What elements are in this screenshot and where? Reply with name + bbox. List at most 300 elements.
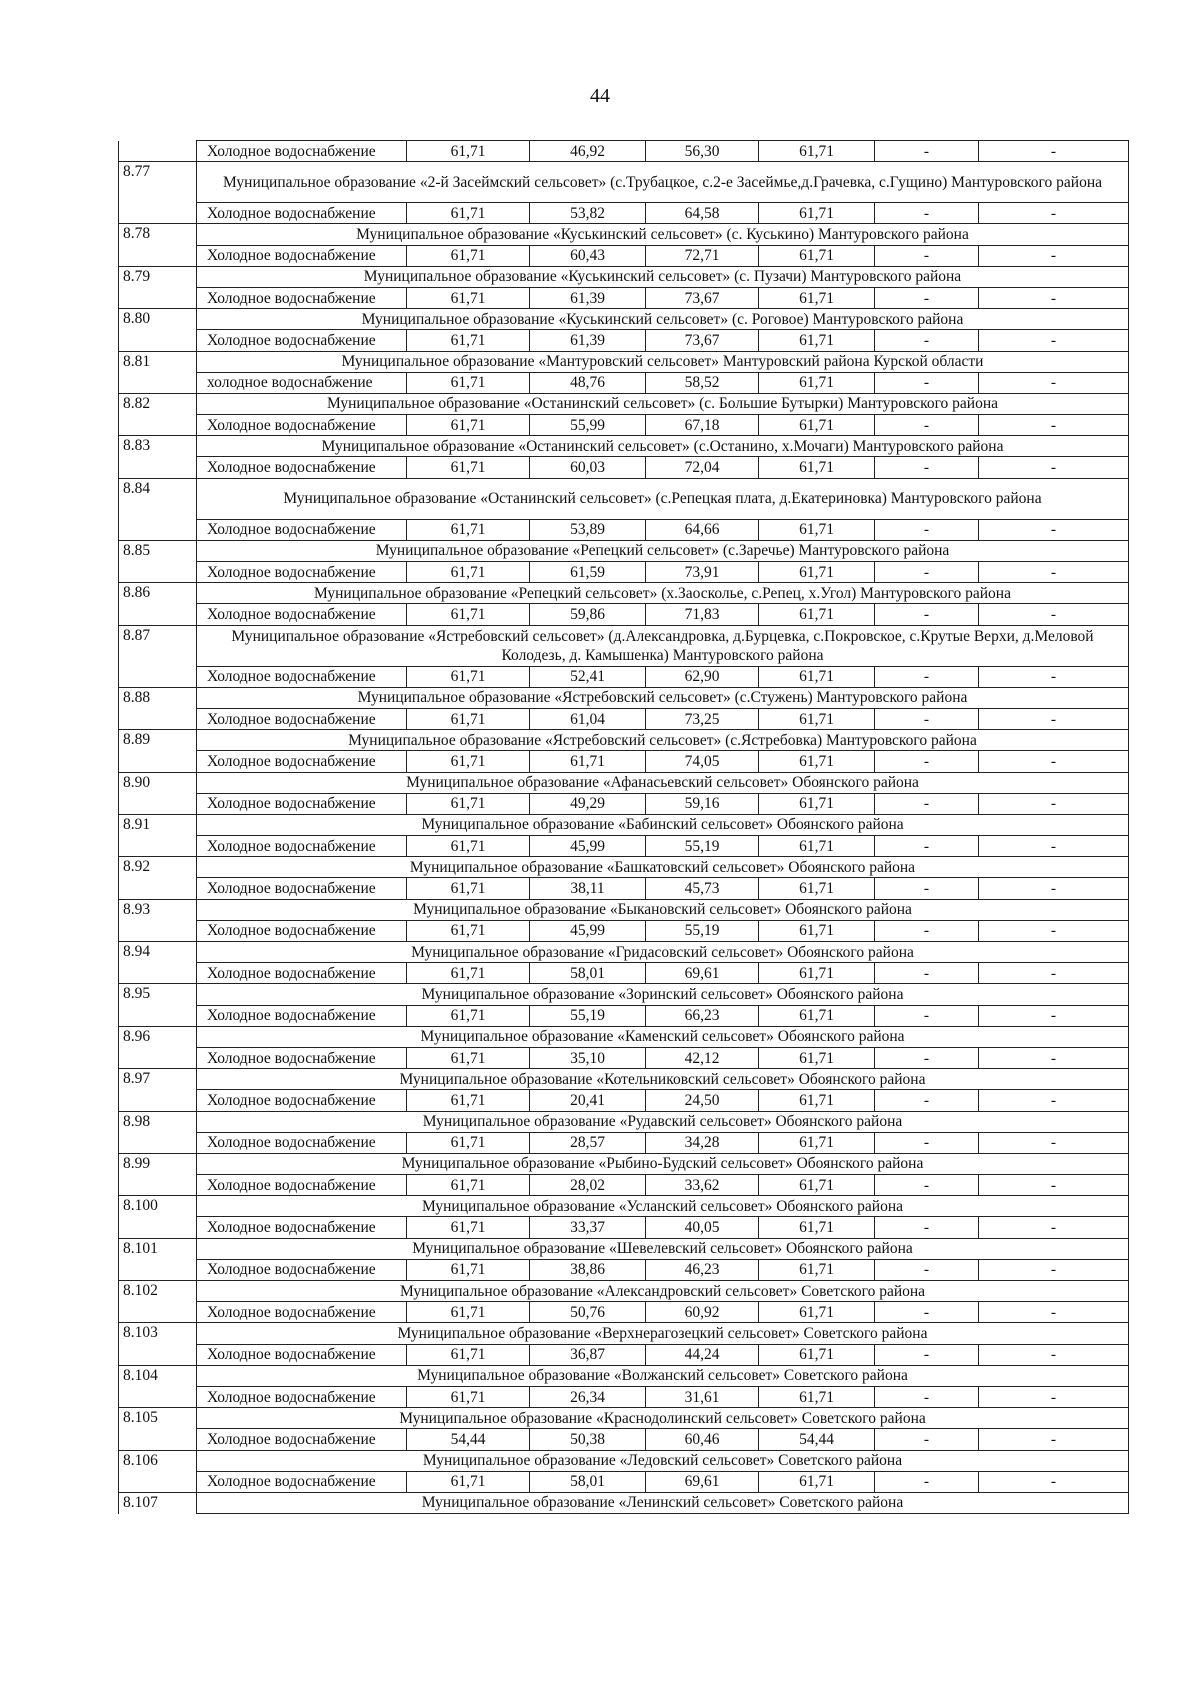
tariff-value: 69,61 — [646, 1471, 759, 1492]
code-cell-empty — [119, 287, 197, 308]
tariff-value: 40,05 — [646, 1217, 759, 1238]
code-cell-empty — [119, 1302, 197, 1323]
dash-cell: - — [875, 330, 979, 351]
value-row — [119, 519, 1129, 540]
dash-cell: - — [979, 1344, 1129, 1365]
tariff-value: 61,71 — [759, 287, 875, 308]
section-header-row — [119, 1492, 1129, 1513]
service-label: Холодное водоснабжение — [197, 245, 407, 266]
section-title: Муниципальное образование «Ленинский сельсовет» Советского района — [197, 1492, 1129, 1513]
section-code: 8.90 — [119, 772, 197, 793]
tariff-value: 62,90 — [646, 666, 759, 687]
tariff-value: 71,83 — [646, 604, 759, 625]
section-code: 8.97 — [119, 1069, 197, 1090]
section-code: 8.95 — [119, 984, 197, 1005]
code-cell-empty — [119, 141, 197, 162]
section-code: 8.105 — [119, 1408, 197, 1429]
tariff-value: 35,10 — [530, 1047, 646, 1068]
code-cell-empty — [119, 1132, 197, 1153]
tariff-value: 60,46 — [646, 1429, 759, 1450]
tariff-value: 61,71 — [407, 604, 530, 625]
dash-cell: - — [875, 1090, 979, 1111]
section-header-row — [119, 1365, 1129, 1386]
section-title: Муниципальное образование «Репецкий сельсовет» (х.Заосколье, с.Репец, х.Угол) Мантуровского района — [197, 583, 1129, 604]
dash-cell: - — [979, 1429, 1129, 1450]
value-row — [119, 1302, 1129, 1323]
dash-cell: - — [875, 1344, 979, 1365]
value-row — [119, 1344, 1129, 1365]
dash-cell: - — [979, 1386, 1129, 1407]
tariff-value: 61,71 — [759, 878, 875, 899]
dash-cell: - — [979, 519, 1129, 540]
tariff-value: 61,71 — [407, 666, 530, 687]
service-label: Холодное водоснабжение — [197, 836, 407, 857]
value-row — [119, 751, 1129, 772]
section-code: 8.100 — [119, 1196, 197, 1217]
service-label: Холодное водоснабжение — [197, 519, 407, 540]
tariff-value: 50,76 — [530, 1302, 646, 1323]
dash-cell: - — [875, 519, 979, 540]
section-header-row — [119, 309, 1129, 330]
value-row — [119, 666, 1129, 687]
section-title: Муниципальное образование «Каменский сельсовет» Обоянского района — [197, 1026, 1129, 1047]
section-code: 8.106 — [119, 1450, 197, 1471]
dash-cell: - — [979, 1047, 1129, 1068]
tariff-value: 73,91 — [646, 562, 759, 583]
service-label: Холодное водоснабжение — [197, 1259, 407, 1280]
dash-cell: - — [875, 793, 979, 814]
section-code: 8.81 — [119, 351, 197, 372]
service-label: холодное водоснабжение — [197, 372, 407, 393]
section-header-row — [119, 393, 1129, 414]
tariff-value: 66,23 — [646, 1005, 759, 1026]
section-header-row — [119, 1238, 1129, 1259]
section-code: 8.85 — [119, 540, 197, 561]
section-title: Муниципальное образование «Останинский сельсовет» (с.Останино, х.Мочаги) Мантуровского района — [197, 436, 1129, 457]
tariff-value: 55,19 — [646, 920, 759, 941]
dash-cell: - — [875, 878, 979, 899]
dash-cell: - — [875, 141, 979, 162]
dash-cell: - — [979, 372, 1129, 393]
service-label: Холодное водоснабжение — [197, 708, 407, 729]
tariff-value: 61,71 — [759, 141, 875, 162]
service-label: Холодное водоснабжение — [197, 751, 407, 772]
tariff-value: 61,71 — [407, 457, 530, 478]
dash-cell: - — [979, 287, 1129, 308]
tariff-value: 46,23 — [646, 1259, 759, 1280]
section-title: Муниципальное образование «Останинский сельсовет» (с. Большие Бутырки) Мантуровского района — [197, 393, 1129, 414]
dash-cell: - — [875, 1471, 979, 1492]
tariff-value: 73,67 — [646, 330, 759, 351]
section-header-row — [119, 1196, 1129, 1217]
dash-cell: - — [979, 245, 1129, 266]
dash-cell: - — [979, 1471, 1129, 1492]
section-title: Муниципальное образование «Ястребовский сельсовет» (с.Стужень) Мантуровского района — [197, 687, 1129, 708]
section-code: 8.103 — [119, 1323, 197, 1344]
section-title: Муниципальное образование «Рудавский сельсовет» Обоянского района — [197, 1111, 1129, 1132]
tariff-value: 31,61 — [646, 1386, 759, 1407]
section-code: 8.77 — [119, 162, 197, 203]
code-cell-empty — [119, 1259, 197, 1280]
tariff-value: 59,86 — [530, 604, 646, 625]
service-label: Холодное водоснабжение — [197, 1471, 407, 1492]
tariff-value: 61,71 — [759, 372, 875, 393]
tariff-value: 59,16 — [646, 793, 759, 814]
tariff-value: 61,04 — [530, 708, 646, 729]
dash-cell: - — [875, 245, 979, 266]
tariff-value: 73,67 — [646, 287, 759, 308]
dash-cell: - — [875, 1175, 979, 1196]
tariff-value: 36,87 — [530, 1344, 646, 1365]
section-header-row — [119, 984, 1129, 1005]
service-label: Холодное водоснабжение — [197, 1217, 407, 1238]
dash-cell: - — [979, 330, 1129, 351]
tariff-value: 72,04 — [646, 457, 759, 478]
value-row — [119, 793, 1129, 814]
tariff-value: 61,71 — [407, 793, 530, 814]
dash-cell: - — [979, 708, 1129, 729]
section-header-row — [119, 266, 1129, 287]
dash-cell: - — [875, 287, 979, 308]
tariff-value: 45,73 — [646, 878, 759, 899]
section-code: 8.99 — [119, 1153, 197, 1174]
value-row — [119, 457, 1129, 478]
tariff-value: 52,41 — [530, 666, 646, 687]
service-label: Холодное водоснабжение — [197, 562, 407, 583]
value-row — [119, 203, 1129, 224]
tariff-value: 61,71 — [407, 330, 530, 351]
code-cell-empty — [119, 1344, 197, 1365]
section-header-row — [119, 625, 1129, 666]
tariff-value: 61,71 — [759, 330, 875, 351]
value-row — [119, 372, 1129, 393]
section-title: Муниципальное образование «Александровский сельсовет» Советского района — [197, 1281, 1129, 1302]
value-row — [119, 604, 1129, 625]
section-code: 8.96 — [119, 1026, 197, 1047]
tariff-value: 61,71 — [759, 245, 875, 266]
tariff-value: 61,71 — [759, 1217, 875, 1238]
tariff-value: 61,71 — [407, 1047, 530, 1068]
code-cell-empty — [119, 1175, 197, 1196]
tariff-value: 61,71 — [407, 203, 530, 224]
section-title: Муниципальное образование «Репецкий сельсовет» (с.Заречье) Мантуровского района — [197, 540, 1129, 561]
page-number: 44 — [590, 85, 610, 107]
service-label: Холодное водоснабжение — [197, 604, 407, 625]
tariff-value: 50,38 — [530, 1429, 646, 1450]
dash-cell: - — [875, 1386, 979, 1407]
tariff-value: 26,34 — [530, 1386, 646, 1407]
section-title: Муниципальное образование «Ястребовский сельсовет» (д.Александровка, д.Бурцевка, с.Покровское, с.Крутые Верхи, д.Меловой Колодезь, д. Камышенка) Мантуровского района — [197, 625, 1129, 666]
value-row — [119, 920, 1129, 941]
section-title: Муниципальное образование «Башкатовский сельсовет» Обоянского района — [197, 857, 1129, 878]
value-row — [119, 1175, 1129, 1196]
section-code: 8.82 — [119, 393, 197, 414]
code-cell-empty — [119, 920, 197, 941]
tariff-value: 33,62 — [646, 1175, 759, 1196]
section-title: Муниципальное образование «Куськинский сельсовет» (с. Пузачи) Мантуровского района — [197, 266, 1129, 287]
section-code: 8.88 — [119, 687, 197, 708]
tariff-value: 64,66 — [646, 519, 759, 540]
tariff-value: 61,71 — [759, 203, 875, 224]
section-header-row — [119, 540, 1129, 561]
tariff-value: 61,71 — [407, 1132, 530, 1153]
value-row — [119, 1005, 1129, 1026]
code-cell-empty — [119, 457, 197, 478]
tariff-value: 49,29 — [530, 793, 646, 814]
tariff-value: 61,71 — [407, 1344, 530, 1365]
tariff-value: 53,82 — [530, 203, 646, 224]
dash-cell: - — [875, 203, 979, 224]
tariff-value: 61,71 — [407, 1217, 530, 1238]
section-title: Муниципальное образование «Усланский сельсовет» Обоянского района — [197, 1196, 1129, 1217]
dash-cell: - — [979, 666, 1129, 687]
dash-cell: - — [875, 920, 979, 941]
tariff-value: 61,71 — [407, 287, 530, 308]
tariff-value: 61,71 — [759, 1005, 875, 1026]
dash-cell: - — [875, 751, 979, 772]
dash-cell: - — [875, 1132, 979, 1153]
service-label: Холодное водоснабжение — [197, 1302, 407, 1323]
tariff-value: 58,01 — [530, 963, 646, 984]
tariff-table — [118, 140, 1129, 1514]
dash-cell: - — [979, 878, 1129, 899]
section-title: Муниципальное образование «Ястребовский сельсовет» (с.Ястребовка) Мантуровского района — [197, 730, 1129, 751]
tariff-value: 58,52 — [646, 372, 759, 393]
value-row — [119, 708, 1129, 729]
tariff-value: 61,71 — [759, 1047, 875, 1068]
tariff-value: 61,71 — [759, 457, 875, 478]
value-row — [119, 245, 1129, 266]
section-header-row — [119, 942, 1129, 963]
section-title: Муниципальное образование «Быкановский сельсовет» Обоянского района — [197, 899, 1129, 920]
tariff-value: 61,71 — [759, 1302, 875, 1323]
dash-cell: - — [875, 604, 979, 625]
dash-cell: - — [979, 415, 1129, 436]
dash-cell: - — [979, 1132, 1129, 1153]
section-header-row — [119, 1111, 1129, 1132]
dash-cell: - — [979, 836, 1129, 857]
service-label: Холодное водоснабжение — [197, 1005, 407, 1026]
section-code: 8.87 — [119, 625, 197, 666]
code-cell-empty — [119, 1090, 197, 1111]
code-cell-empty — [119, 751, 197, 772]
value-row — [119, 1471, 1129, 1492]
dash-cell: - — [979, 920, 1129, 941]
dash-cell: - — [979, 457, 1129, 478]
tariff-value: 61,71 — [530, 751, 646, 772]
section-header-row — [119, 1323, 1129, 1344]
section-title: Муниципальное образование «Гридасовский сельсовет» Обоянского района — [197, 942, 1129, 963]
value-row — [119, 963, 1129, 984]
code-cell-empty — [119, 1005, 197, 1026]
dash-cell: - — [979, 1005, 1129, 1026]
section-title: Муниципальное образование «Верхнерагозецкий сельсовет» Советского района — [197, 1323, 1129, 1344]
code-cell-empty — [119, 415, 197, 436]
tariff-value: 61,71 — [407, 415, 530, 436]
value-row — [119, 1047, 1129, 1068]
dash-cell: - — [979, 141, 1129, 162]
value-row — [119, 1259, 1129, 1280]
tariff-value: 60,92 — [646, 1302, 759, 1323]
section-code: 8.98 — [119, 1111, 197, 1132]
service-label: Холодное водоснабжение — [197, 793, 407, 814]
tariff-value: 61,71 — [759, 415, 875, 436]
tariff-value: 61,71 — [407, 1175, 530, 1196]
dash-cell: - — [875, 708, 979, 729]
code-cell-empty — [119, 519, 197, 540]
tariff-value: 61,71 — [407, 708, 530, 729]
code-cell-empty — [119, 1386, 197, 1407]
tariff-value: 61,71 — [407, 1386, 530, 1407]
section-code: 8.91 — [119, 814, 197, 835]
service-label: Холодное водоснабжение — [197, 203, 407, 224]
section-code: 8.102 — [119, 1281, 197, 1302]
tariff-value: 45,99 — [530, 836, 646, 857]
dash-cell: - — [875, 1005, 979, 1026]
service-label: Холодное водоснабжение — [197, 878, 407, 899]
service-label: Холодное водоснабжение — [197, 1175, 407, 1196]
section-title: Муниципальное образование «Зоринский сельсовет» Обоянского района — [197, 984, 1129, 1005]
code-cell-empty — [119, 666, 197, 687]
tariff-value: 55,19 — [646, 836, 759, 857]
tariff-value: 61,71 — [407, 1471, 530, 1492]
value-row — [119, 836, 1129, 857]
section-code: 8.79 — [119, 266, 197, 287]
section-code: 8.86 — [119, 583, 197, 604]
section-title: Муниципальное образование «Рыбино-Будский сельсовет» Обоянского района — [197, 1153, 1129, 1174]
value-row — [119, 1429, 1129, 1450]
section-code: 8.92 — [119, 857, 197, 878]
tariff-value: 56,30 — [646, 141, 759, 162]
service-label: Холодное водоснабжение — [197, 1132, 407, 1153]
tariff-value: 61,71 — [759, 1175, 875, 1196]
tariff-value: 61,71 — [407, 1090, 530, 1111]
code-cell-empty — [119, 372, 197, 393]
code-cell-empty — [119, 878, 197, 899]
section-title: Муниципальное образование «Краснодолинский сельсовет» Советского района — [197, 1408, 1129, 1429]
dash-cell: - — [875, 963, 979, 984]
tariff-value: 61,71 — [759, 1386, 875, 1407]
section-code: 8.83 — [119, 436, 197, 457]
section-header-row — [119, 1153, 1129, 1174]
section-header-row — [119, 436, 1129, 457]
tariff-value: 61,71 — [407, 372, 530, 393]
value-row — [119, 1386, 1129, 1407]
section-header-row — [119, 730, 1129, 751]
code-cell-empty — [119, 836, 197, 857]
tariff-value: 28,57 — [530, 1132, 646, 1153]
section-header-row — [119, 1408, 1129, 1429]
tariff-value: 55,99 — [530, 415, 646, 436]
section-header-row — [119, 162, 1129, 203]
section-title: Муниципальное образование «Куськинский сельсовет» (с. Роговое) Мантуровского района — [197, 309, 1129, 330]
value-row — [119, 878, 1129, 899]
tariff-value: 61,71 — [759, 1344, 875, 1365]
tariff-value: 61,59 — [530, 562, 646, 583]
code-cell-empty — [119, 203, 197, 224]
service-label: Холодное водоснабжение — [197, 1344, 407, 1365]
tariff-value: 61,71 — [407, 519, 530, 540]
section-title: Муниципальное образование «Волжанский сельсовет» Советского района — [197, 1365, 1129, 1386]
dash-cell: - — [875, 1217, 979, 1238]
section-title: Муниципальное образование «Бабинский сельсовет» Обоянского района — [197, 814, 1129, 835]
tariff-value: 61,71 — [759, 562, 875, 583]
section-title: Муниципальное образование «Котельниковский сельсовет» Обоянского района — [197, 1069, 1129, 1090]
tariff-value: 24,50 — [646, 1090, 759, 1111]
dash-cell: - — [979, 1090, 1129, 1111]
code-cell-empty — [119, 793, 197, 814]
section-title: Муниципальное образование «Куськинский сельсовет» (с. Куськино) Мантуровского района — [197, 224, 1129, 245]
section-code: 8.107 — [119, 1492, 197, 1513]
section-title: Муниципальное образование «Мантуровский сельсовет» Мантуровский района Курской области — [197, 351, 1129, 372]
tariff-value: 61,71 — [407, 1259, 530, 1280]
tariff-value: 61,71 — [407, 141, 530, 162]
service-label: Холодное водоснабжение — [197, 1386, 407, 1407]
dash-cell: - — [979, 751, 1129, 772]
tariff-value: 34,28 — [646, 1132, 759, 1153]
code-cell-empty — [119, 1429, 197, 1450]
tariff-value: 61,71 — [407, 878, 530, 899]
section-header-row — [119, 687, 1129, 708]
tariff-value: 48,76 — [530, 372, 646, 393]
section-header-row — [119, 1281, 1129, 1302]
value-row — [119, 330, 1129, 351]
dash-cell: - — [875, 836, 979, 857]
tariff-value: 46,92 — [530, 141, 646, 162]
section-title: Муниципальное образование «Останинский сельсовет» (с.Репецкая плата, д.Екатериновка) Мантуровского района — [197, 478, 1129, 519]
tariff-value: 61,71 — [759, 793, 875, 814]
service-label: Холодное водоснабжение — [197, 963, 407, 984]
service-label: Холодное водоснабжение — [197, 287, 407, 308]
service-label: Холодное водоснабжение — [197, 415, 407, 436]
section-code: 8.80 — [119, 309, 197, 330]
code-cell-empty — [119, 245, 197, 266]
tariff-value: 69,61 — [646, 963, 759, 984]
section-header-row — [119, 857, 1129, 878]
tariff-value: 38,11 — [530, 878, 646, 899]
tariff-value: 72,71 — [646, 245, 759, 266]
dash-cell: - — [979, 562, 1129, 583]
value-row — [119, 415, 1129, 436]
service-label: Холодное водоснабжение — [197, 141, 407, 162]
dash-cell: - — [979, 1175, 1129, 1196]
section-code: 8.94 — [119, 942, 197, 963]
section-header-row — [119, 351, 1129, 372]
value-row — [119, 1090, 1129, 1111]
dash-cell: - — [875, 562, 979, 583]
section-title: Муниципальное образование «Шевелевский сельсовет» Обоянского района — [197, 1238, 1129, 1259]
dash-cell: - — [979, 963, 1129, 984]
section-title: Муниципальное образование «Ледовский сельсовет» Советского района — [197, 1450, 1129, 1471]
tariff-value: 61,71 — [759, 1132, 875, 1153]
section-code: 8.93 — [119, 899, 197, 920]
service-label: Холодное водоснабжение — [197, 457, 407, 478]
code-cell-empty — [119, 963, 197, 984]
dash-cell: - — [875, 1259, 979, 1280]
tariff-value: 61,71 — [759, 604, 875, 625]
tariff-value: 74,05 — [646, 751, 759, 772]
tariff-value: 61,71 — [759, 666, 875, 687]
dash-cell: - — [979, 203, 1129, 224]
code-cell-empty — [119, 604, 197, 625]
section-code: 8.89 — [119, 730, 197, 751]
section-code: 8.84 — [119, 478, 197, 519]
tariff-value: 61,71 — [759, 963, 875, 984]
tariff-value: 61,71 — [407, 963, 530, 984]
section-title: Муниципальное образование «Афанасьевский сельсовет» Обоянского района — [197, 772, 1129, 793]
tariff-value: 58,01 — [530, 1471, 646, 1492]
section-code: 8.101 — [119, 1238, 197, 1259]
